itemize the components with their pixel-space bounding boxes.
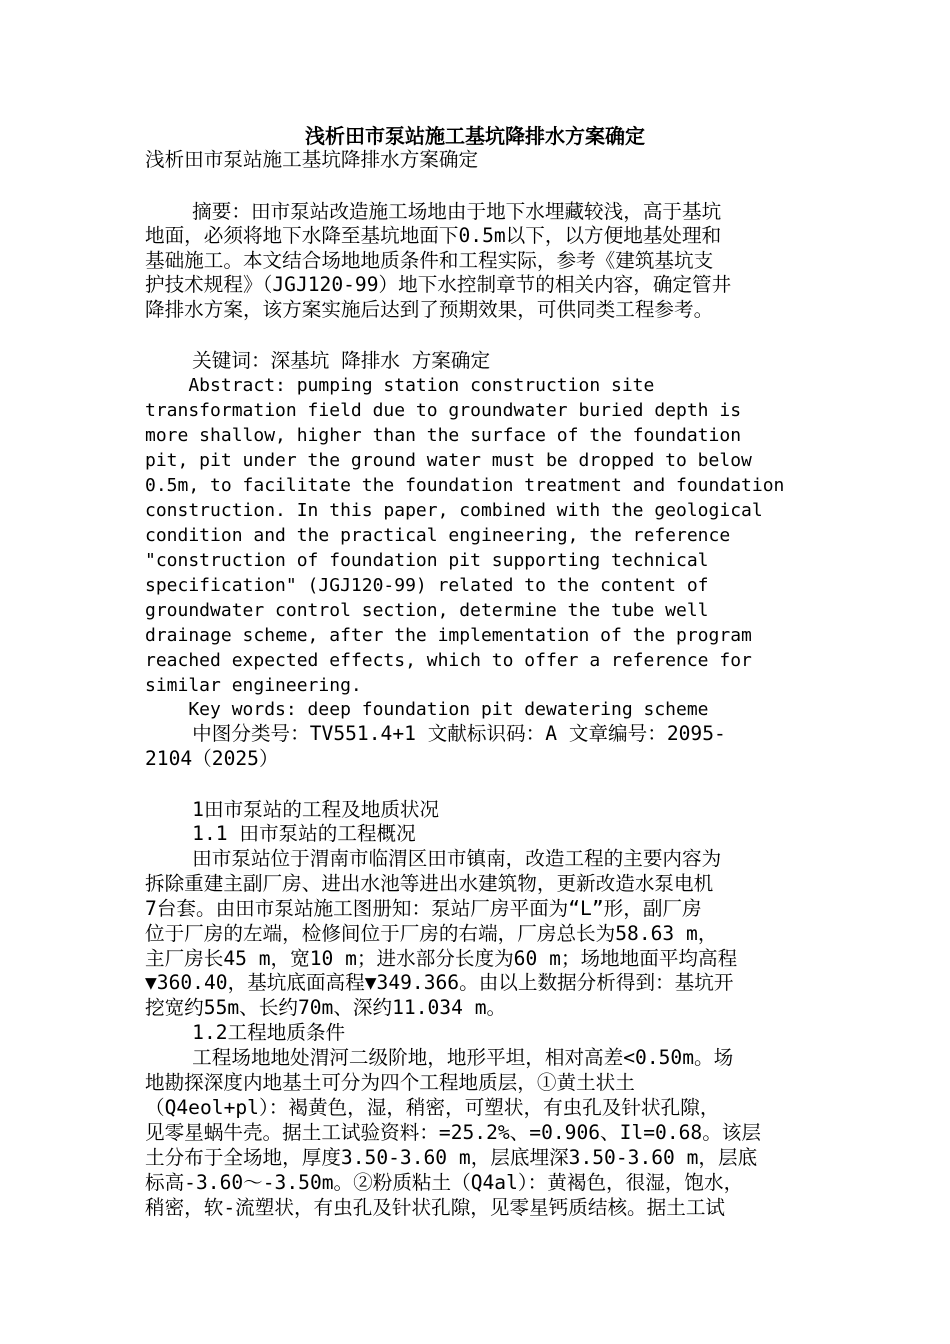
body-line-10: （Q4eol+pl）：褐黄色，湿，稍密，可塑状，有虫孔及针状孔隙， bbox=[145, 1096, 720, 1119]
section-heading-1-1: 1.1 田市泵站的工程概况 bbox=[145, 822, 416, 845]
abstract-cn-line-1: 摘要：田市泵站改造施工场地由于地下水埋藏较浅，高于基坑 bbox=[145, 200, 722, 223]
abstract-cn-line-4: 护技术规程》（JGJ120-99）地下水控制章节的相关内容，确定管井 bbox=[145, 273, 732, 296]
abstract-en-line-9: specification" (JGJ120-99) related to the content of bbox=[145, 575, 709, 596]
abstract-en-line-2: transformation field due to groundwater buried depth is bbox=[145, 400, 742, 421]
abstract-cn-line-2: 地面，必须将地下水降至基坑地面下0.5m以下，以方便地基处理和 bbox=[145, 224, 722, 247]
abstract-cn-line-5: 降排水方案，该方案实施后达到了预期效果，可供同类工程参考。 bbox=[145, 298, 714, 321]
body-line-13: 标高-3.60～-3.50m。②粉质粘土（Q4al）：黄褐色，很湿，饱水， bbox=[145, 1171, 744, 1194]
body-line-11: 见零星蜗牛壳。据土工试验资料：=25.2%、=0.906、Il=0.68。该层 bbox=[145, 1121, 762, 1144]
abstract-en-line-7: condition and the practical engineering, the reference bbox=[145, 525, 731, 546]
body-line-9: 地勘探深度内地基土可分为四个工程地质层，①黄土状土 bbox=[145, 1071, 635, 1094]
body-line-12: 土分布于全场地，厚度3.50-3.60 m，层底埋深3.50-3.60 m，层底 bbox=[145, 1146, 758, 1169]
body-line-1: 田市泵站位于渭南市临渭区田市镇南，改造工程的主要内容为 bbox=[145, 847, 722, 870]
body-line-4: 位于厂房的左端，检修间位于厂房的右端，厂房总长为58.63 m， bbox=[145, 922, 718, 945]
abstract-en-line-13: similar engineering. bbox=[145, 675, 362, 696]
body-line-8: 工程场地地处渭河二级阶地，地形平坦，相对高差<0.50m。场 bbox=[145, 1046, 734, 1069]
abstract-en-line-1: Abstract: pumping station construction site bbox=[145, 375, 655, 396]
abstract-en-line-4: pit, pit under the ground water must be dropped to below bbox=[145, 450, 752, 471]
abstract-en-line-11: drainage scheme, after the implementation of the program bbox=[145, 625, 752, 646]
classification-line-1: 中图分类号：TV551.4+1 文献标识码：A 文章编号：2095- bbox=[145, 722, 726, 745]
body-line-2: 拆除重建主副厂房、进出水池等进出水建筑物，更新改造水泵电机 bbox=[145, 872, 714, 895]
abstract-en-line-12: reached expected effects, which to offer a reference for bbox=[145, 650, 752, 671]
abstract-en-line-10: groundwater control section, determine the tube well bbox=[145, 600, 709, 621]
abstract-en-line-3: more shallow, higher than the surface of the foundation bbox=[145, 425, 742, 446]
abstract-cn-line-3: 基础施工。本文结合场地地质条件和工程实际，参考《建筑基坑支 bbox=[145, 249, 714, 272]
body-line-7: 挖宽约55m、长约70m、深约11.034 m。 bbox=[145, 996, 507, 1019]
keywords-en-line: Key words: deep foundation pit dewatering scheme bbox=[145, 699, 709, 720]
abstract-en-line-6: construction. In this paper, combined with the geological bbox=[145, 500, 763, 521]
body-line-3: 7台套。由田市泵站施工图册知：泵站厂房平面为“L”形，副厂房 bbox=[145, 897, 702, 920]
body-line-14: 稍密，软-流塑状，有虫孔及针状孔隙，见零星钙质结核。据土工试 bbox=[145, 1196, 726, 1219]
section-heading-1-2: 1.2工程地质条件 bbox=[145, 1021, 346, 1044]
classification-line-2: 2104（2025） bbox=[145, 747, 279, 770]
body-line-6: ▼360.40，基坑底面高程▼349.366。由以上数据分析得到：基坑开 bbox=[145, 971, 734, 994]
section-heading-1: 1田市泵站的工程及地质状况 bbox=[145, 798, 440, 821]
keywords-cn-line: 关键词：深基坑 降排水 方案确定 bbox=[145, 349, 491, 372]
body-line-5: 主厂房长45 m，宽10 m；进水部分长度为60 m；场地地面平均高程 bbox=[145, 947, 738, 970]
abstract-en-line-8: "construction of foundation pit supporting technical bbox=[145, 550, 709, 571]
subtitle-line: 浅析田市泵站施工基坑降排水方案确定 bbox=[145, 148, 479, 171]
abstract-en-line-5: 0.5m, to facilitate the foundation treatment and foundation bbox=[145, 475, 785, 496]
document-title: 浅析田市泵站施工基坑降排水方案确定 bbox=[305, 124, 645, 148]
